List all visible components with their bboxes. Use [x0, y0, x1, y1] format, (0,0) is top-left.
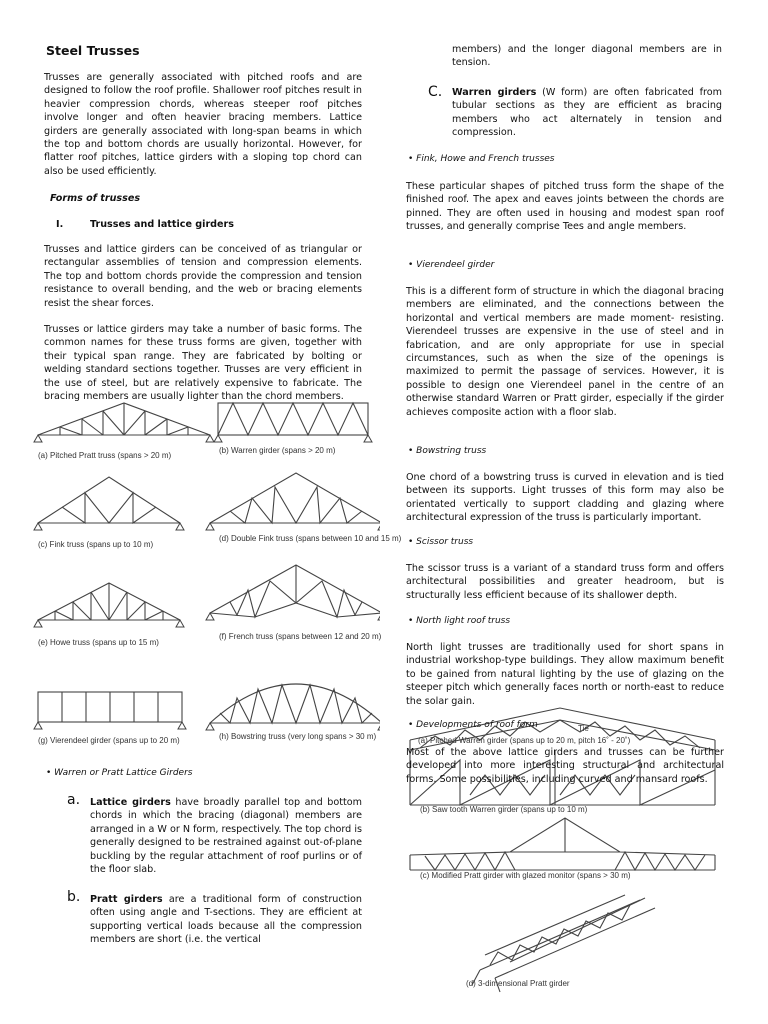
developments-paragraph: Most of the above lattice girders and trusses can be further developed into more interesting structural and architectural forms. Some possibilities, including curved and mansard roofs. — [406, 747, 724, 785]
list-item-lattice — [90, 796, 362, 876]
list-item-warren — [452, 86, 722, 140]
figure-label-b: (b) Warren girder (spans > 20 m) — [219, 446, 336, 455]
howe-truss-drawing — [34, 583, 184, 627]
list-item-warren-term: Warren girders — [452, 87, 537, 98]
right-figure-label-b: (b) Saw tooth Warren girder (spans up to 10 m) — [420, 805, 588, 814]
section-numeral: I. — [56, 219, 64, 230]
right-figure-label-d: (d) 3-dimensional Pratt girder — [466, 979, 570, 988]
fink-truss-drawing — [34, 477, 184, 530]
paragraph-forms: Trusses or lattice girders may take a number of basic forms. The common names for these truss forms are given, together with their typical span range. They are fabricated by bolting or welding standard sections together. Trusses are very efficient in the use of steel, but are relatively expensive to fabricate. The bracing members are usually lighter than the chord members. — [44, 324, 362, 403]
bowstring-heading: • Bowstring truss — [408, 446, 487, 456]
double-fink-truss-drawing — [206, 473, 380, 530]
vierendeel-heading: • Vierendeel girder — [408, 260, 495, 270]
north-light-heading: • North light roof truss — [408, 616, 511, 626]
list-item-lattice-term: Lattice girders — [90, 797, 171, 808]
list-item-pratt-text: are a traditional form of construction often using angle and T-sections. They are efficient at supporting vertical loads because all the compression members are short (i.e. the vertical — [90, 894, 362, 946]
pitched-pratt-truss-drawing — [34, 403, 214, 442]
intro-paragraph: Trusses are generally associated with pitched roofs and are designed to follow the roof profile. Shallower roof pitches result in heavier compression chords, whereas steeper roof pitches involve longer and often heavier bracing members. Lattice girders are generally associated with long-span beams in which the top and bottom chords are usually horizontal. However, for flatter roof pitches, lattice girders with a sloping top chord can also be used efficiently. — [44, 72, 362, 177]
list-item-pratt-term: Pratt girders — [90, 894, 163, 905]
figure-label-c: (c) Fink truss (spans up to 10 m) — [38, 540, 154, 549]
figure-label-d: (d) Double Fink truss (spans between 10 and 15 m) — [219, 534, 402, 543]
truss-figures-right — [400, 700, 730, 1000]
figure-label-e: (e) Howe truss (spans up to 15 m) — [38, 638, 159, 647]
bowstring-truss-drawing — [206, 684, 380, 730]
list-item-pratt — [90, 893, 362, 947]
figure-label-h: (h) Bowstring truss (very long spans > 30 m) — [219, 732, 377, 741]
fink-paragraph: These particular shapes of pitched truss form the shape of the finished roof. The apex and eaves joints between the chords are pinned. They are often used in housing and modest span roof trusses, and generally comprise Tees and angle members. — [406, 181, 724, 233]
north-light-paragraph: North light trusses are traditionally used for short spans in industrial workshop-type buildings. They allow maximum benefit to be gained from natural lighting by the use of glazing on the steeper pitch which generally faces north or north-east to reduce the solar gain. — [406, 642, 724, 707]
vierendeel-girder-drawing — [34, 692, 186, 729]
list-item-warren-text: (W form) are often fabricated from tubular sections as they are efficient as bracing members who act alternately in tension and compression. — [452, 87, 722, 139]
warren-girder-drawing — [214, 403, 372, 442]
right-figure-label-c: (c) Modified Pratt girder with glazed monitor (spans > 30 m) — [420, 871, 631, 880]
figure-label-a: (a) Pitched Pratt truss (spans > 20 m) — [38, 451, 172, 460]
scissor-paragraph: The scissor truss is a variant of a standard truss form and offers architectural possibilities and greater headroom, but is structurally less efficient because of its shallower depth. — [406, 563, 724, 601]
figure-label-f: (f) French truss (spans between 12 and 20 m) — [219, 632, 382, 641]
french-truss-drawing — [206, 565, 380, 620]
vierendeel-paragraph: This is a different form of structure in which the diagonal bracing members are eliminated, and the connections between the horizontal and vertical members are made moment- resisting. Vierendeel trusses are expensive in the use of steel and in fabrication, and are only appropriate for use in special circumstances, such as when the size of the openings is maximized to permit the passage of services. However, it is possible to design one Vierendeel panel in the centre of an otherwise standard Warren or Pratt girder, especially if the girder achieves composite action with a floor slab. — [406, 286, 724, 418]
section-heading — [56, 219, 234, 230]
three-dimensional-pratt-girder-drawing — [472, 895, 655, 992]
list-letter-c: C. — [428, 84, 443, 100]
modified-pratt-girder-drawing — [410, 818, 715, 870]
list-letter-b: b. — [67, 889, 81, 905]
section-title: Trusses and lattice girders — [90, 219, 234, 230]
list-letter-a: a. — [67, 792, 81, 808]
scissor-heading: • Scissor truss — [408, 537, 474, 547]
warren-pratt-heading: • Warren or Pratt Lattice Girders — [46, 768, 193, 778]
fink-heading: • Fink, Howe and French trusses — [408, 154, 555, 164]
right-figure-label-a: (a) Pitched Warren girder (spans up to 20 m, pitch 16˚ - 20˚) — [418, 736, 631, 745]
bowstring-paragraph: One chord of a bowstring truss is curved in elevation and is tied between its supports. Light trusses of this form may also be orientated vertically to support cladding and glazing where architectural expression of the truss is particularly important. — [406, 472, 724, 524]
list-item-lattice-text: have broadly parallel top and bottom chords in which the bracing (diagonal) members are arranged in a W or N form, respectively. The top chord is generally designed to be restrained against out-of-plane buckling by the regular attachment of roof purlins or of the floor slab. — [90, 797, 362, 876]
forms-heading: Forms of trusses — [50, 193, 141, 204]
figure-label-g: (g) Vierendeel girder (spans up to 20 m) — [38, 736, 180, 745]
page-title: Steel Trusses — [46, 43, 140, 58]
paragraph-trusses: Trusses and lattice girders can be conceived of as triangular or rectangular assemblies of tension and compression elements. The top and bottom chords provide the compression and tension resistance to overall bending, and the web or bracing elements resist the shear forces. — [44, 244, 362, 309]
list-item-pratt-continued: members) and the longer diagonal members are in tension. — [452, 44, 722, 69]
figure-label-tie: Tie — [578, 724, 589, 733]
developments-heading: • Developments of roof form — [408, 720, 538, 730]
